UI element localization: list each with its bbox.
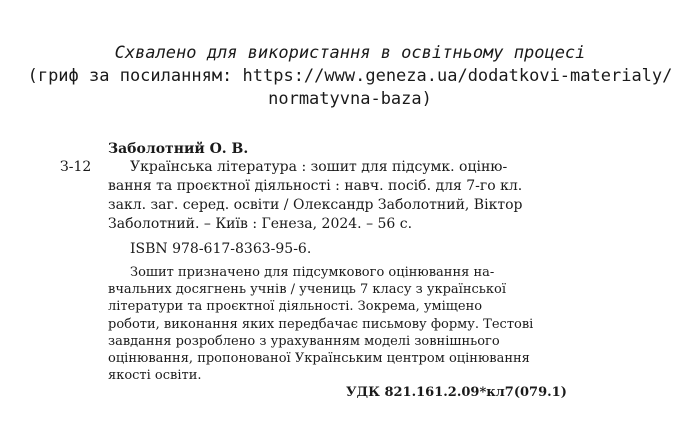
annotation-line: вчальних досягнень учнів / учениць 7 класу з української bbox=[108, 282, 506, 298]
description-line: Українська література : зошит для підсумк. оціню- bbox=[130, 159, 508, 175]
annotation-line: якості освіти. bbox=[108, 368, 202, 384]
annotation-line: Зошит призначено для підсумкового оцінювання на- bbox=[130, 265, 495, 280]
approval-note bbox=[0, 42, 700, 111]
annotation-line: літератури та проєктної діяльності. Зокрема, уміщено bbox=[108, 299, 483, 315]
description-line: Заболотний. – Київ : Генеза, 2024. – 56 с. bbox=[108, 216, 413, 232]
description-line: вання та проєктної діяльності : навч. посіб. для 7-го кл. bbox=[108, 178, 523, 194]
annotation bbox=[108, 264, 578, 384]
approval-link-line: (гриф за посиланням: https://www.geneza.ua/dodatkovi-materialy/ bbox=[27, 66, 673, 86]
author-heading: Заболотний О. В. bbox=[108, 141, 249, 157]
annotation-line: роботи, виконання яких передбачає письмову форму. Тестові bbox=[108, 316, 534, 332]
approval-link-line-end: normatyvna-baza) bbox=[268, 89, 432, 109]
approval-statement: Схвалено для використання в освітньому процесі bbox=[114, 43, 586, 63]
bibliographic-description bbox=[108, 158, 578, 234]
annotation-line: завдання розроблено з урахуванням моделі зовнішнього bbox=[108, 333, 500, 349]
annotation-line: оцінювання, пропонованої Українським центром оцінювання bbox=[108, 351, 530, 367]
isbn: ISBN 978-617-8363-95-6. bbox=[130, 241, 312, 257]
description-line: закл. заг. серед. освіти / Олександр Заболотний, Віктор bbox=[108, 197, 523, 213]
udc-code: УДК 821.161.2.09*кл7(079.1) bbox=[346, 385, 567, 400]
catalog-code: З-12 bbox=[60, 159, 92, 175]
